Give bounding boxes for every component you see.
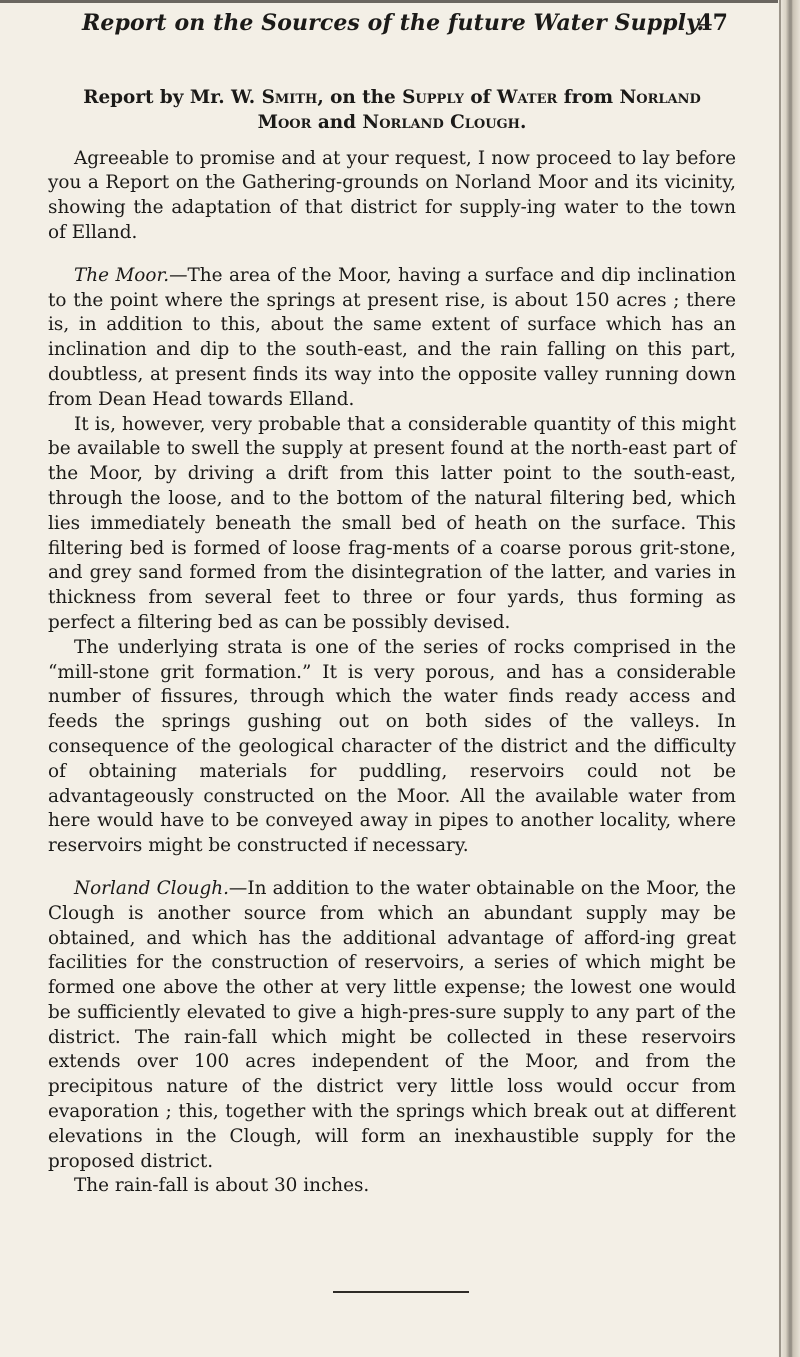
clough-paragraph [48, 877, 736, 1175]
title-fragment: Moor [257, 111, 312, 133]
section-title [48, 86, 736, 136]
moor-text: —The area of the Moor, having a surface and dip inclination to the point where the springs at present rise, is about 150 acres ; there is, in addition to this, about the same extent of surface which has an inclination and dip to the south-east, and the rain falling on this part, doubtless, at present finds its way into the opposite valley running down from Dean Head towards Elland. [48, 264, 736, 410]
title-fragment: and [311, 111, 363, 133]
section-title-line-1 [83, 87, 701, 108]
title-fragment: Norland Clough [362, 111, 520, 133]
moor-heading: The Moor. [74, 264, 170, 286]
intro-paragraph: Agreeable to promise and at your request, I now proceed to lay before you a Report on the Gathering-grounds on Norland Moor and its vicinity, showing the adaptation of that district for supply-ing water to the town of Elland. [48, 147, 736, 243]
filtering-bed-paragraph: It is, however, very probable that a considerable quantity of this might be available to swell the supply at present found at the north-east part of the Moor, by driving a drift from this latter point to the south-east, through the loose, and to the bottom of the natural filtering bed, which lies immediately beneath the small bed of heath on the surface. This filtering bed is formed of loose frag-ments of a coarse porous grit-stone, and grey sand formed from the disintegration of the latter, and varies in thickness from several feet to three or four yards, thus forming as perfect a filtering bed as can be possibly devised. [48, 413, 736, 633]
running-header [82, 10, 732, 46]
binding-line [779, 0, 781, 1357]
report-body [48, 86, 736, 1199]
running-title: Report on the Sources of the future Water Supply. [82, 10, 705, 36]
clough-heading: Norland Clough. [74, 877, 229, 899]
rainfall-paragraph: The rain-fall is about 30 inches. [74, 1175, 370, 1197]
title-fragment: Report by Mr. W. [83, 87, 262, 108]
title-fragment: from [557, 87, 620, 108]
title-fragment: of [463, 87, 497, 108]
page-number: 47 [697, 10, 728, 36]
title-fragment: Smith [261, 87, 318, 108]
title-fragment: . [519, 111, 527, 133]
strata-paragraph: The underlying strata is one of the series of rocks comprised in the “mill-stone grit formation.” It is very porous, and has a considerable number of fissures, through which the water finds ready access and feeds the springs gushing out on both sides of the valleys. In consequence of the geological character of the district and the difficulty of obtaining materials for puddling, reservoirs could not be advantageously constructed on the Moor. All the available water from here would have to be conveyed away in pipes to another locality, where reservoirs might be constructed if necessary. [48, 636, 736, 857]
title-fragment: Supply [402, 87, 464, 108]
binding-line [791, 0, 792, 1357]
title-fragment: , on the [317, 87, 403, 108]
title-fragment: Norland [619, 87, 701, 108]
closing-rule [333, 1291, 469, 1293]
book-binding [778, 0, 800, 1357]
title-fragment: Water [496, 87, 558, 108]
page-top-edge [0, 0, 800, 3]
section-title-line-2 [258, 112, 527, 133]
clough-text: —In addition to the water obtainable on the Moor, the Clough is another source from which an abundant supply may be obtained, and which has the additional advantage of afford-ing great facilities for the construction of reservoirs, a series of which might be formed one above the other at very little expense; the lowest one would be sufficiently elevated to give a high-pres-sure supply to any part of the district. The rain-fall which might be collected in these reservoirs extends over 100 acres independent of the Moor, and from the precipitous nature of the district very little loss would occur from evaporation ; this, together with the springs which break out at different elevations in the Clough, will form an inexhaustible supply for the proposed district. [48, 877, 736, 1172]
moor-paragraph [48, 264, 736, 413]
